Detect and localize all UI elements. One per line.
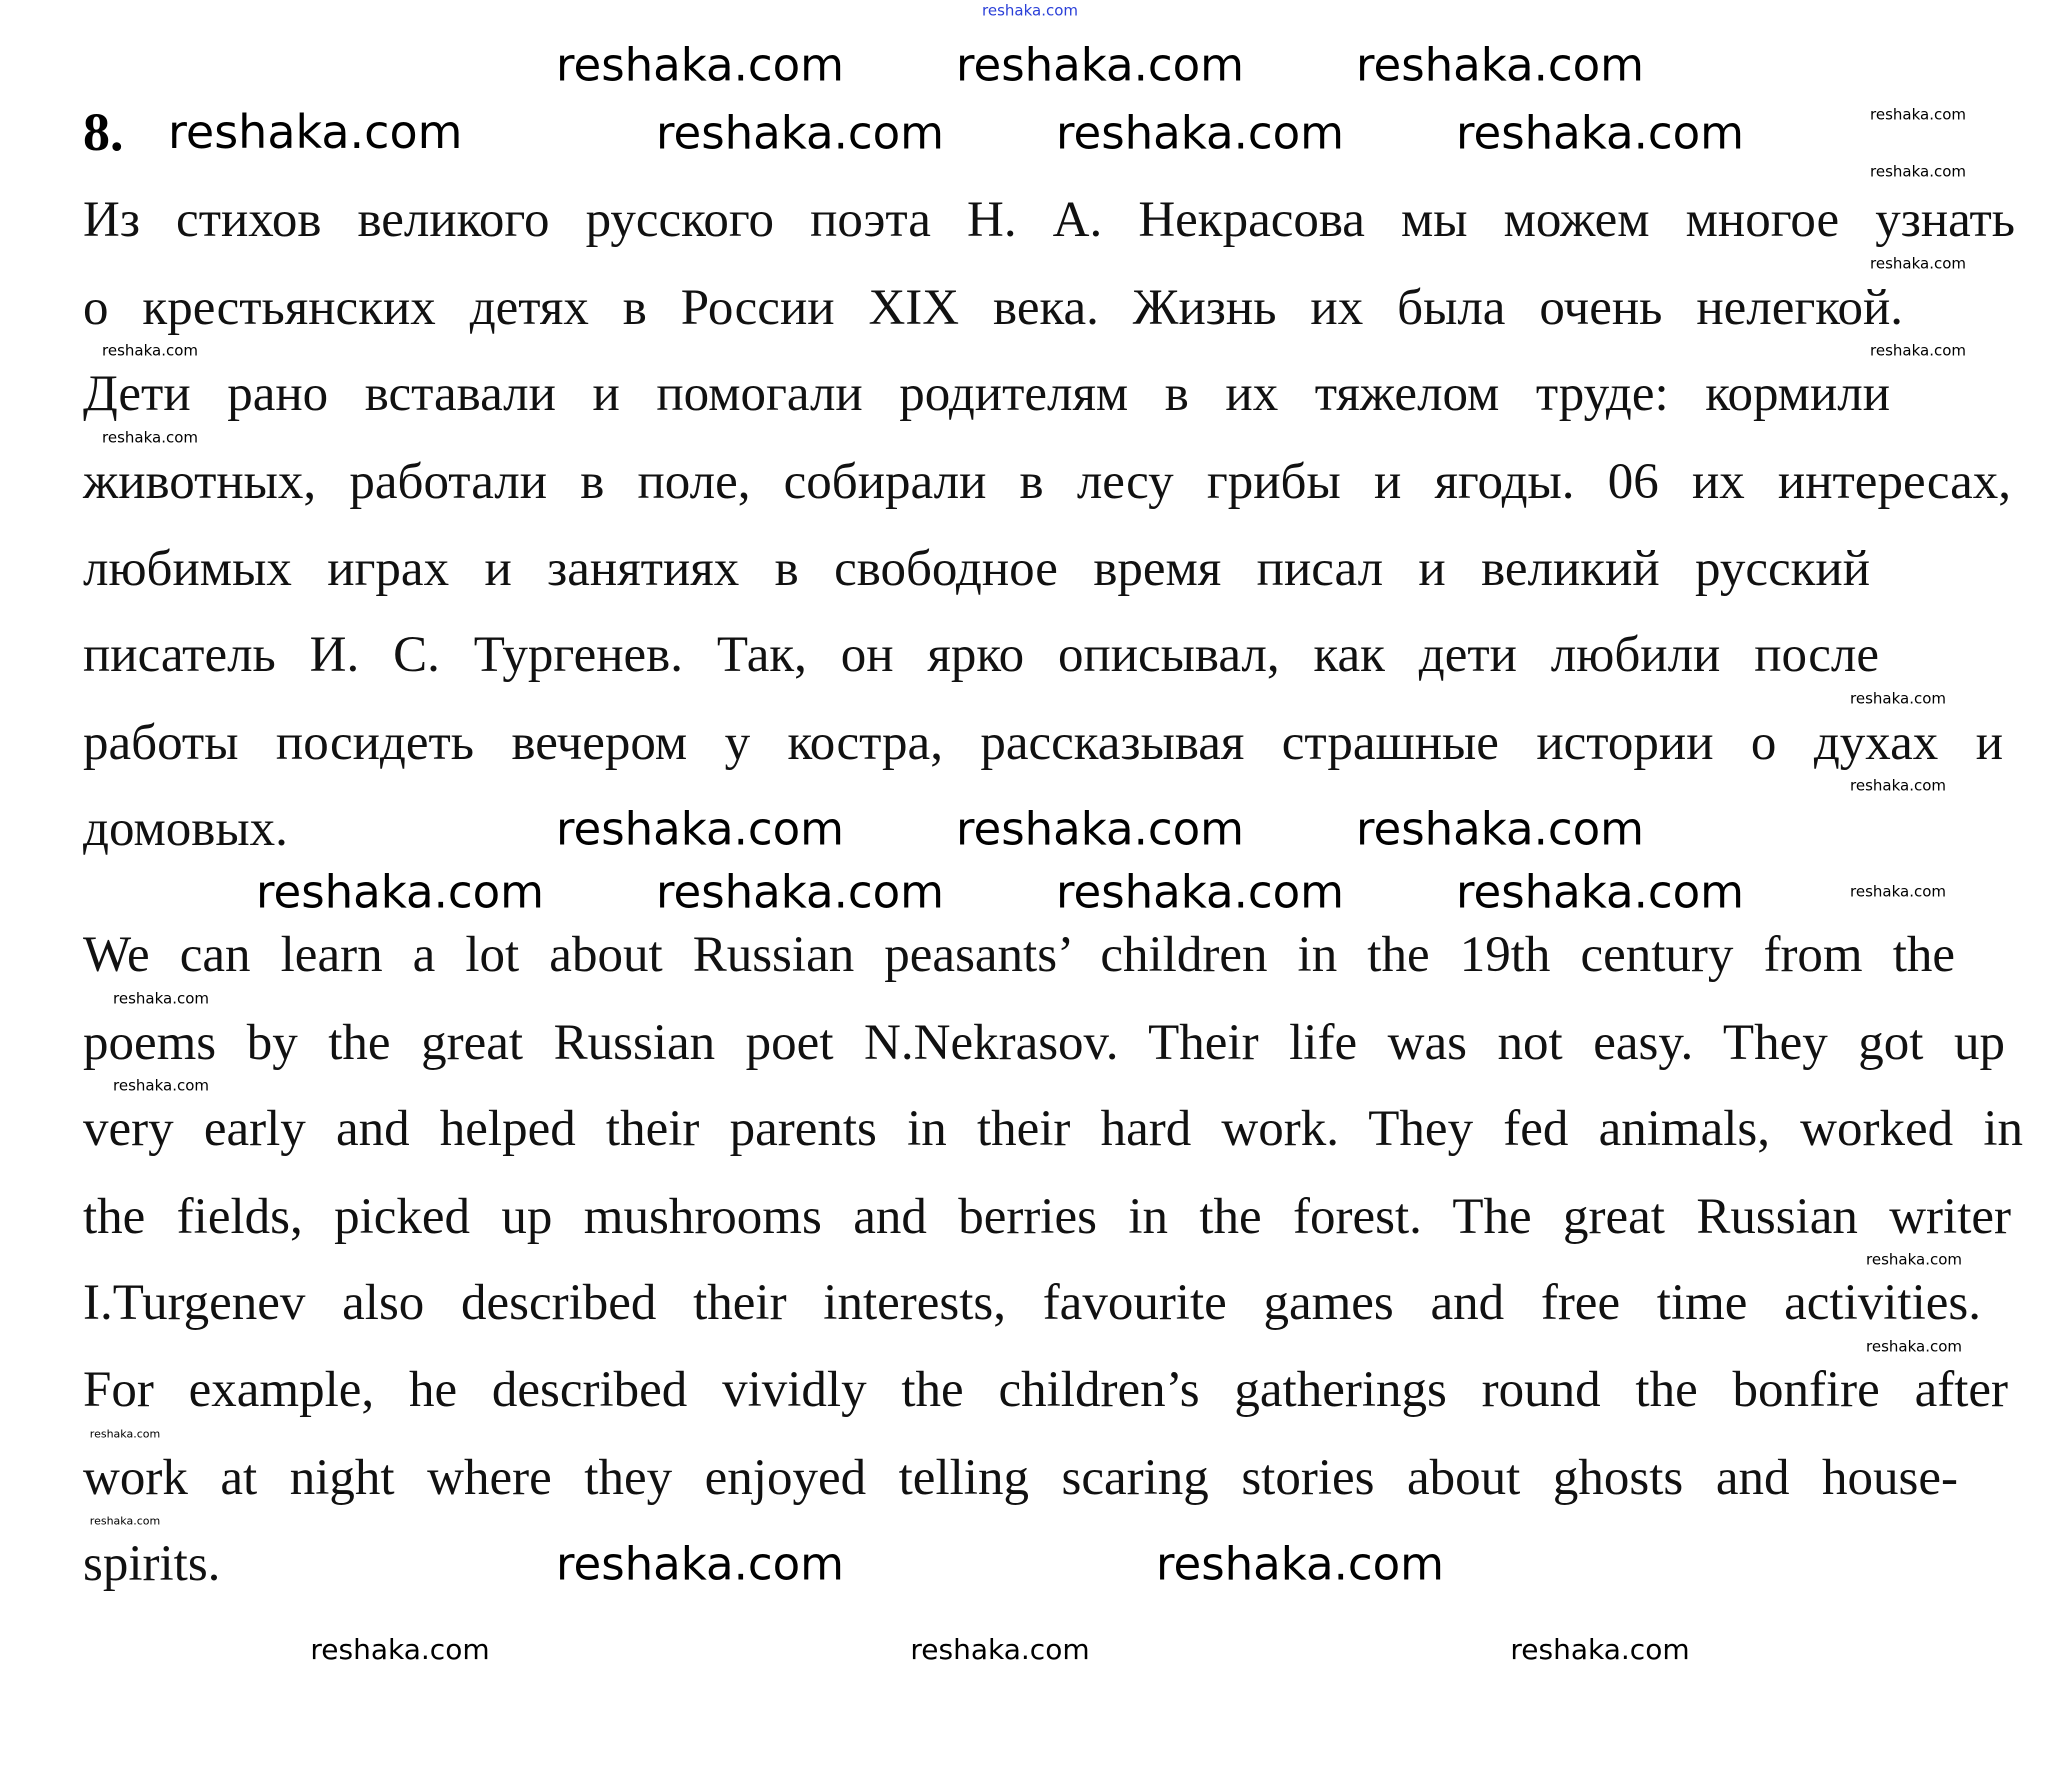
watermark: reshaka.com <box>1456 865 1744 919</box>
watermark: reshaka.com <box>1850 882 1946 901</box>
watermark: reshaka.com <box>1870 105 1966 124</box>
watermark: reshaka.com <box>1056 865 1344 919</box>
watermark: reshaka.com <box>910 1633 1090 1666</box>
text-line: work at night where they enjoyed telling scaring stories about ghosts and house- <box>83 1450 1958 1506</box>
watermark: reshaka.com <box>556 38 844 92</box>
watermark: reshaka.com <box>89 1514 161 1528</box>
watermark: reshaka.com <box>310 1633 490 1666</box>
text-line: For example, he described vividly the children’s gatherings round the bonfire after <box>83 1362 2008 1418</box>
watermark-top-link[interactable]: reshaka.com <box>982 1 1078 20</box>
watermark-heading: reshaka.com <box>168 105 463 159</box>
text-line: I.Turgenev also described their interests, favourite games and free time activities. <box>83 1275 1981 1331</box>
watermark: reshaka.com <box>1870 162 1966 181</box>
watermark: reshaka.com <box>102 428 198 447</box>
watermark: reshaka.com <box>1356 38 1644 92</box>
text-line: домовых. <box>83 801 288 857</box>
text-line: любимых играх и занятиях в свободное время писал и великий русский <box>83 541 1870 597</box>
watermark: reshaka.com <box>1356 802 1644 856</box>
text-line: о крестьянских детях в России XIX века. Жизнь их была очень нелегкой. <box>83 280 1903 336</box>
text-line: the fields, picked up mushrooms and berries in the forest. The great Russian writer <box>83 1189 2011 1245</box>
watermark: reshaka.com <box>656 106 944 160</box>
watermark: reshaka.com <box>102 341 198 360</box>
watermark: reshaka.com <box>956 802 1244 856</box>
text-line: spirits. <box>83 1536 221 1592</box>
watermark: reshaka.com <box>113 989 209 1008</box>
text-line: животных, работали в поле, собирали в лесу грибы и ягоды. 06 их интересах, <box>83 454 2011 510</box>
watermark: reshaka.com <box>1156 1537 1444 1591</box>
watermark: reshaka.com <box>1456 106 1744 160</box>
text-line: very early and helped their parents in their hard work. They fed animals, worked in <box>83 1101 2023 1157</box>
watermark: reshaka.com <box>1866 1337 1962 1356</box>
text-line: Из стихов великого русского поэта Н. А. Некрасова мы можем многое узнать <box>83 192 2015 248</box>
watermark: reshaka.com <box>1850 689 1946 708</box>
watermark: reshaka.com <box>556 1537 844 1591</box>
watermark: reshaka.com <box>1850 776 1946 795</box>
task-number: 8. <box>83 102 124 162</box>
text-line: работы посидеть вечером у костра, рассказывая страшные истории о духах и <box>83 715 2003 771</box>
text-line: We can learn a lot about Russian peasants’ children in the 19th century from the <box>83 927 1955 983</box>
watermark: reshaka.com <box>1870 254 1966 273</box>
watermark: reshaka.com <box>1510 1633 1690 1666</box>
watermark: reshaka.com <box>1056 106 1344 160</box>
text-line: писатель И. С. Тургенев. Так, он ярко описывал, как дети любили после <box>83 627 1879 683</box>
watermark: reshaka.com <box>89 1427 161 1441</box>
text-line: poems by the great Russian poet N.Nekrasov. Their life was not easy. They got up <box>83 1015 2005 1071</box>
watermark: reshaka.com <box>956 38 1244 92</box>
watermark: reshaka.com <box>1866 1250 1962 1269</box>
watermark: reshaka.com <box>556 802 844 856</box>
watermark: reshaka.com <box>1870 341 1966 360</box>
watermark: reshaka.com <box>113 1076 209 1095</box>
text-line: Дети рано вставали и помогали родителям в их тяжелом труде: кормили <box>83 366 1890 422</box>
watermark: reshaka.com <box>256 865 544 919</box>
watermark: reshaka.com <box>656 865 944 919</box>
